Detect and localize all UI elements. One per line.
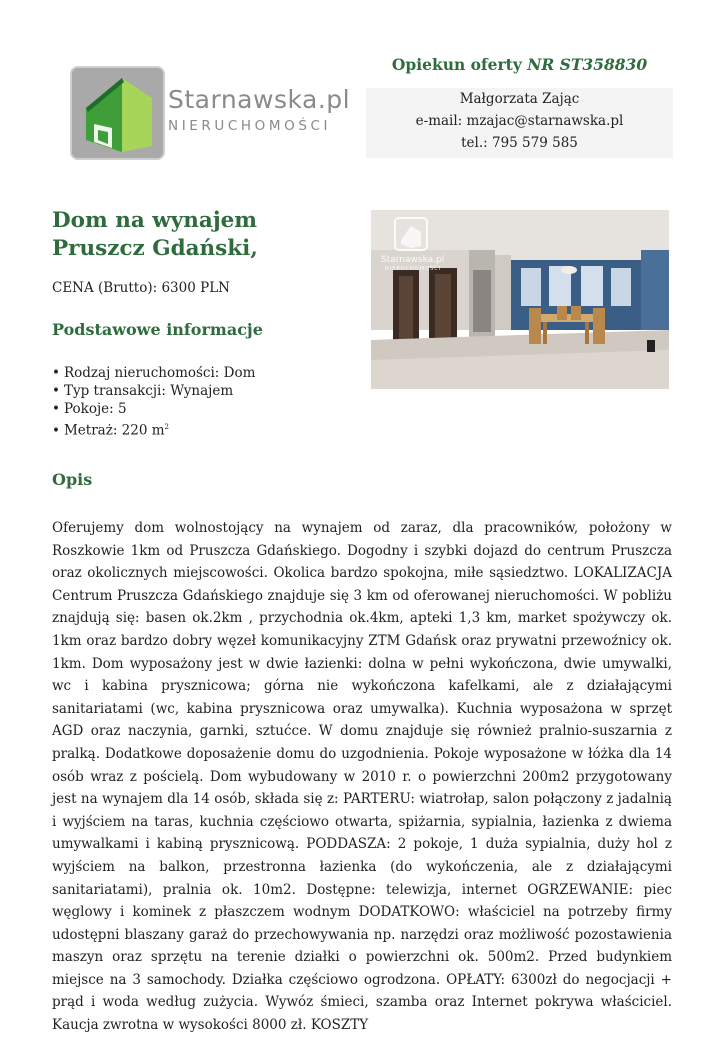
area-unit-superscript: 2 (164, 423, 169, 431)
agent-heading (366, 55, 673, 74)
logo-text (168, 86, 350, 134)
interior-photo-image (371, 210, 669, 389)
info-transaction-type: • Typ transakcji: Wynajem (52, 382, 255, 400)
listing-title-line1: Dom na wynajem (52, 208, 258, 233)
description-heading: Opis (52, 470, 93, 489)
info-area: • Metraż: 220 $m^2$ (52, 418, 255, 440)
agent-phone[interactable]: tel.: 795 579 585 (461, 135, 578, 151)
description-text: Oferujemy dom wolnostojący na wynajem od zaraz, dla pracowników, położony w Roszkowie 1km od Pruszcza Gdańskiego. Dogodny i szybki dojazd do centrum Pruszcza oraz okolicznych miejscowości. Okolica bardzo spokojna, miłe sąsiedztwo. LOKALIZACJA Centrum Pruszcza Gdańskiego znajduje się 3 km od oferowanej nieruchomości. W pobliżu znajdują się: basen ok.2km , przychodnia ok.4km, apteki 1,3 km, market spożywczy ok. 1km oraz bardzo dobry węzeł komunikacyjny ZTM Gdańsk oraz prywatni przewoźnicy ok. 1km. Dom wyposażony jest w dwie łazienki: dolna w pełni wykończona, dwie umywalki, wc i kabina prysznicowa; górna nie wykończona kafelkami, ale z działającymi sanitariatami (wc, kabina prysznicowa oraz umywalka). Kuchnia wyposażona w sprzęt AGD oraz naczynia, garnki, sztućce. W domu znajduje się również pralnio-suszarnia z pralką. Dodatkowe doposażenie domu do uzgodnienia. Pokoje wyposażone w łóżka dla 14 osób wraz z pościelą. Dom wybudowany w 2010 r. o powierzchni 200m2 przygotowany jest na wynajem dla 14 osób, składa się z: PARTERU: wiatrołap, salon połączony z jadalnią i wyjściem na taras, kuchnia częściowo otwarta, spiżarnia, sypialnia, łazienka z dwiema umywalkami i kabiną prysznicową. PODDASZA: 2 pokoje, 1 duża sypialnia, duży hol z wyjściem na balkon, przestronna łazienka (do wykończenia, ale z działającymi sanitariatami), pralnia ok. 10m2. Dostępne: telewizja, internet OGRZEWANIE: piec węglowy i kominek z płaszczem wodnym DODATKOWO: właściciel na potrzeby firmy udostępni blaszany garaż do przechowywania np. narzędzi oraz możliwość pozostawienia maszyn oraz sprzętu na terenie działki o powierzchni ok. 500m2. Przed budynkiem miejsce na 3 samochody. Działka częściowo ogrodzona. OPŁATY: 6300zł do negocjacji + prąd i woda według zużycia. Wywóz śmieci, szamba oraz Internet pokrywa właściciel. Kaucja zwrotna w wysokości 8000 zł. KOSZTY (52, 520, 672, 1034)
listing-title (52, 207, 258, 263)
offer-number: NR ST358830 (527, 55, 648, 74)
listing-price: CENA (Brutto): 6300 PLN (52, 280, 230, 296)
agent-contact-box (366, 88, 673, 158)
photo-watermark-sub: NIERUCHOMOŚCI (385, 266, 442, 272)
house-logo-icon (72, 68, 163, 158)
logo-subtitle: NIERUCHOMOŚCI (168, 118, 332, 134)
agent-name: Małgorzata Zając (459, 91, 580, 107)
info-rooms: • Pokoje: 5 (52, 400, 255, 418)
agent-email[interactable]: e-mail: mzajac@starnawska.pl (415, 113, 624, 129)
logo-name: Starnawska.pl (168, 85, 351, 114)
company-logo (70, 66, 165, 160)
photo-watermark-name: Starnawska.pl (381, 255, 445, 265)
property-photo[interactable] (371, 210, 669, 389)
listing-title-line2: Pruszcz Gdański, (52, 236, 258, 261)
agent-heading-prefix: Opiekun oferty (391, 55, 522, 74)
basic-info-list (52, 364, 255, 440)
info-property-type: • Rodzaj nieruchomości: Dom (52, 364, 255, 382)
basic-info-heading: Podstawowe informacje (52, 320, 263, 339)
